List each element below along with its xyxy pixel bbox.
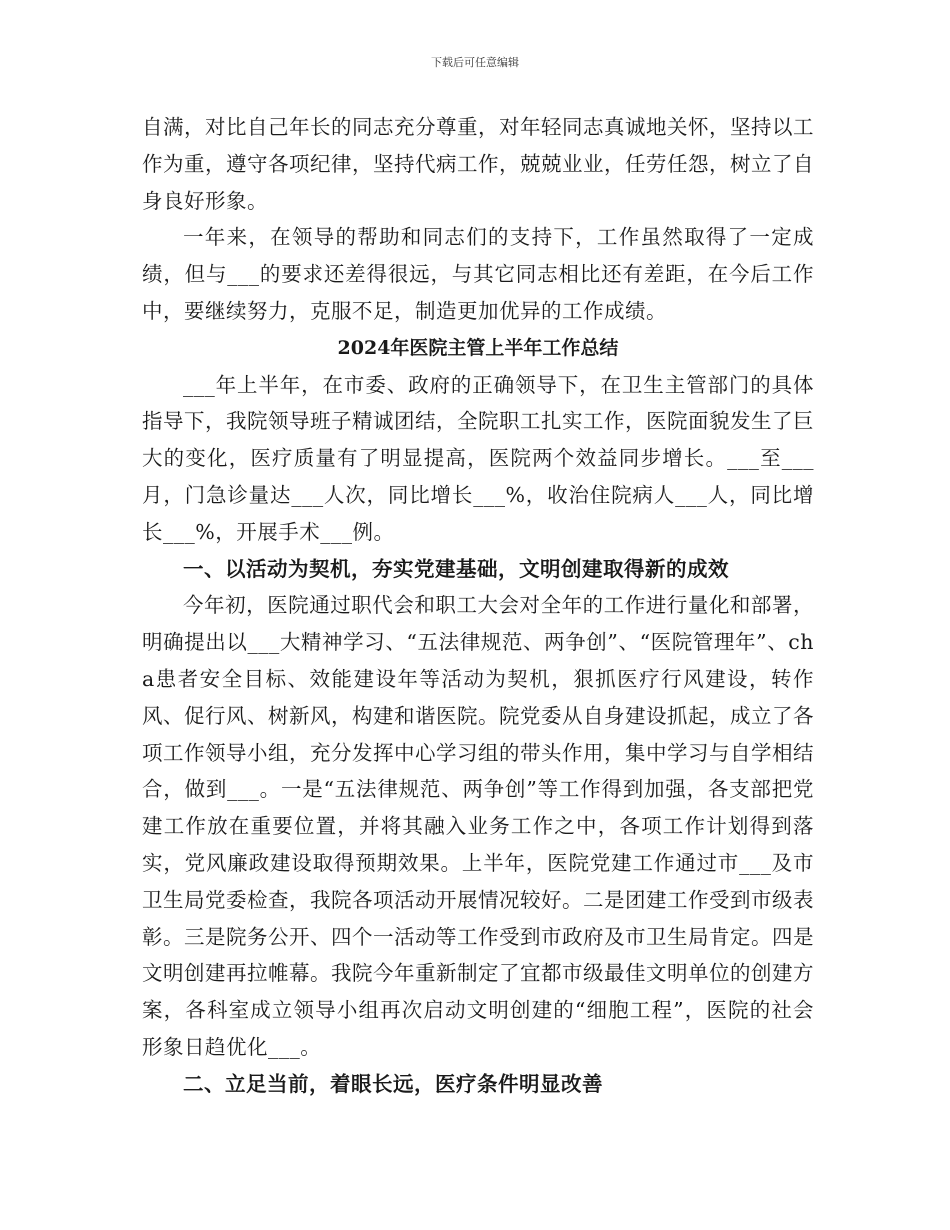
section-heading-2: 二、立足当前，着眼长远，医疗条件明显改善	[183, 1071, 603, 1096]
document-body	[142, 109, 814, 1103]
paragraph-section-1: 今年初，医院通过职代会和职工大会对全年的工作进行量化和部署，明确提出以___大精神学习、“五法律规范、两争创”、“医院管理年”、cha患者安全目标、效能建设年等活动为契机，狠抓医疗行风建设，转作风、促行风、树新风，构建和谐医院。院党委从自身建设抓起，成立了各项工作领导小组，充分发挥中心学习组的带头作用，集中学习与自学相结合，做到___。一是“五法律规范、两争创”等工作得到加强，各支部把党建工作放在重要位置，并将其融入业务工作之中，各项工作计划得到落实，党风廉政建设取得预期效果。上半年，医院党建工作通过市___及市卫生局党委检查，我院各项活动开展情况较好。二是团建工作受到市级表彰。三是院务公开、四个一活动等工作受到市政府及市卫生局肯定。四是文明创建再拉帷幕。我院今年重新制定了宜都市级最佳文明单位的创建方案，各科室成立领导小组再次启动文明创建的“细胞工程”，医院的社会形象日趋优化___。	[142, 593, 814, 1059]
section-heading-1: 一、以活动为契机，夯实党建基础，文明创建取得新的成效	[183, 556, 729, 581]
document-title: 2024年医院主管上半年工作总结	[337, 336, 619, 359]
paragraph-intro: ___年上半年，在市委、政府的正确领导下，在卫生主管部门的具体指导下，我院领导班子精诚团结，全院职工扎实工作，医院面貌发生了巨大的变化，医疗质量有了明显提高，医院两个效益同步增长。___至___月，门急诊量达___人次，同比增长___%，收治住院病人___人，同比增长___%，开展手术___例。	[142, 372, 814, 544]
header-note: 下载后可任意编辑	[431, 56, 519, 69]
paragraph-closing: 一年来，在领导的帮助和同志们的支持下，工作虽然取得了一定成绩，但与___的要求还差得很远，与其它同志相比还有差距，在今后工作中，要继续努力，克服不足，制造更加优异的工作成绩。	[142, 225, 814, 323]
paragraph-continuation: 自满，对比自己年长的同志充分尊重，对年轻同志真诚地关怀，坚持以工作为重，遵守各项纪律，坚持代病工作，兢兢业业，任劳任怨，树立了自身良好形象。	[142, 115, 814, 213]
